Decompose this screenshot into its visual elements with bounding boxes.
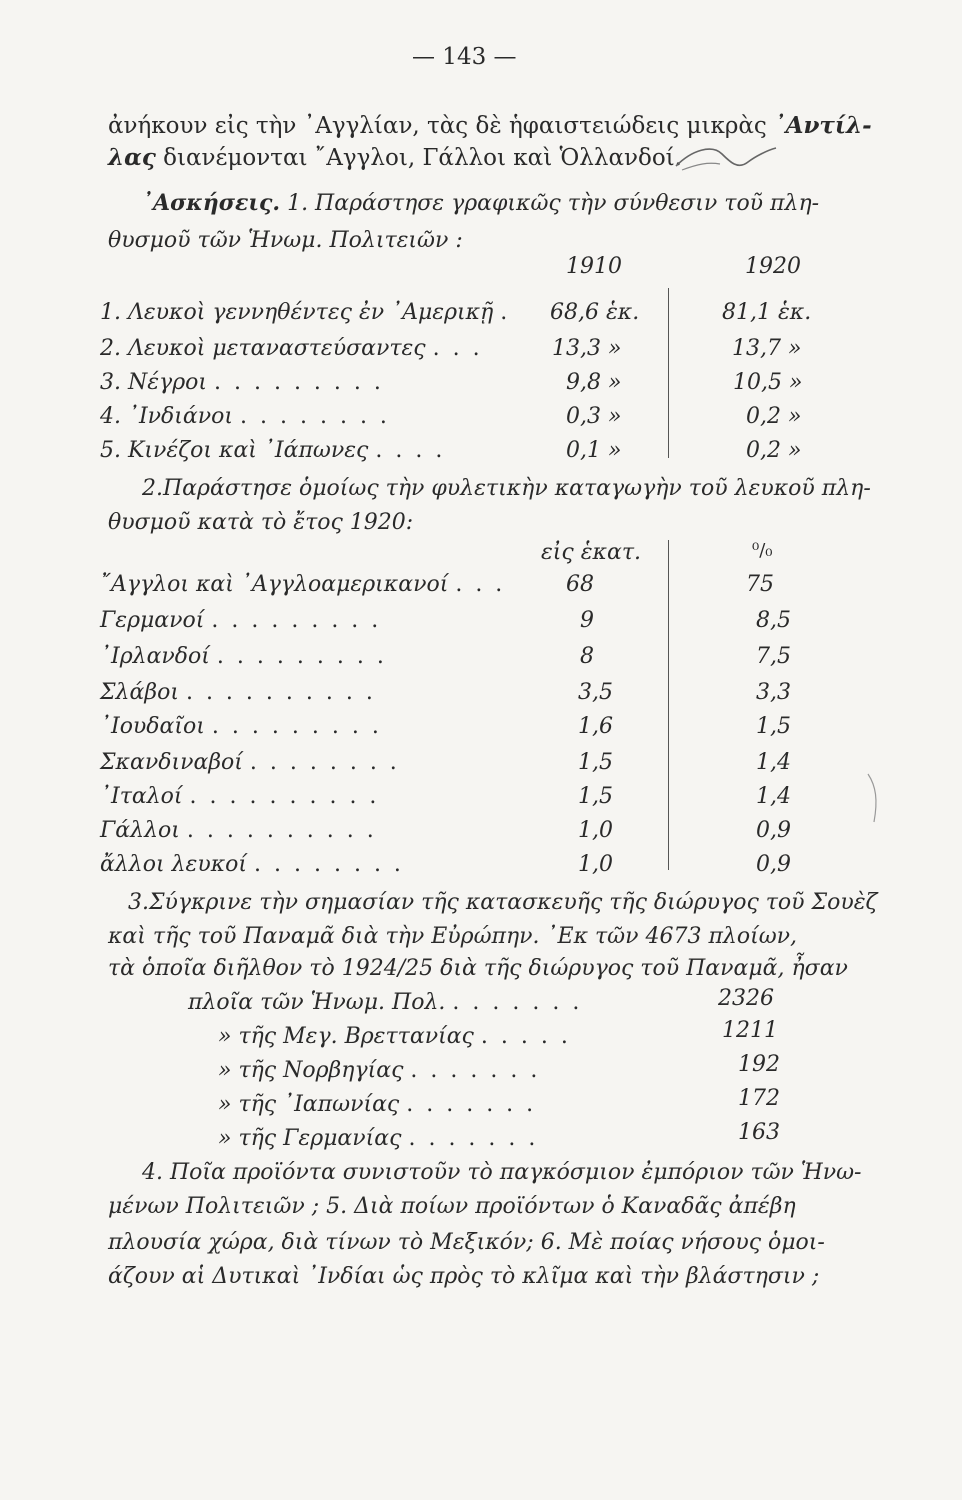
row-value-count: 1,6 (578, 714, 613, 739)
ship-label: » τῆς Νορβηγίας (218, 1058, 404, 1083)
row-value-percent: 75 (746, 572, 774, 597)
table-row (100, 404, 390, 429)
row-value-1920: 81,1 ἑκ. (722, 300, 812, 325)
row-value-percent: 1,4 (756, 784, 791, 809)
row-value-percent: 0,9 (756, 818, 791, 843)
ship-count: 1211 (722, 1018, 778, 1043)
row-label: Γερμανοί (100, 608, 205, 633)
row-dots: . . . . . . . (452, 990, 583, 1015)
row-value-count: 8 (580, 644, 594, 669)
row-dots: . . . . . (480, 1024, 571, 1049)
table-row (100, 818, 377, 843)
row-dots: . . . (455, 572, 506, 597)
intro-line-2-bold: λας (108, 144, 156, 171)
row-value-1910: 68,6 ἑκ. (550, 300, 640, 325)
row-value-count: 68 (566, 572, 594, 597)
intro-line-1-bold: ᾿Αντίλ- (774, 112, 872, 139)
row-value-1910: 0,1 » (566, 438, 622, 463)
row-label: ἄλλοι λευκοί (100, 852, 248, 877)
table-row (100, 336, 483, 361)
column-header-1910: 1910 (566, 254, 622, 279)
column-header-count: εἰς ἑκατ. (541, 540, 641, 565)
list-item (218, 1126, 538, 1151)
question-4-line-1: 4. Ποῖα προϊόντα συνιστοῦν τὸ παγκόσμιον ἐμπόριον τῶν Ἡνω- (142, 1160, 862, 1185)
row-dots: . . . . . . . (408, 1126, 539, 1151)
row-value-percent: 1,4 (756, 750, 791, 775)
row-dots: . . . (432, 336, 483, 361)
row-dots: . (500, 300, 511, 325)
question-3-line-1: 3.Σύγκρινε τὴν σημασίαν τῆς κατασκευῆς τῆς διώρυγος τοῦ Σουὲζ (128, 890, 878, 915)
row-value-count: 1,0 (578, 852, 613, 877)
table-2-divider (668, 540, 669, 870)
list-item (218, 1024, 571, 1049)
table-1-divider (668, 288, 669, 458)
row-label: 3. Νέγροι (100, 370, 207, 395)
row-value-1920: 0,2 » (746, 438, 802, 463)
row-value-percent: 8,5 (756, 608, 791, 633)
ship-label: » τῆς Μεγ. Βρεττανίας (218, 1024, 474, 1049)
table-row (100, 370, 384, 395)
row-label: Γάλλοι (100, 818, 180, 843)
table-row (100, 784, 379, 809)
row-value-count: 1,5 (578, 750, 613, 775)
table-row (100, 714, 382, 739)
table-row (100, 438, 445, 463)
intro-line-1 (108, 112, 872, 139)
ship-count: 163 (738, 1120, 780, 1145)
table-row (100, 750, 400, 775)
row-dots: . . . . . . . . (240, 404, 390, 429)
row-dots: . . . . . . . . . (216, 644, 387, 669)
question-2-line-2: θυσμοῦ κατὰ τὸ ἔτος 1920: (108, 510, 414, 535)
list-item (188, 990, 582, 1015)
row-label: Σλάβοι (100, 680, 179, 705)
table-row (100, 572, 505, 597)
table-row (100, 608, 381, 633)
row-value-percent: 7,5 (756, 644, 791, 669)
table-row (100, 644, 387, 669)
question-1-line-1: 1. Παράστησε γραφικῶς τὴν σύνθεσιν τοῦ πλη- (280, 191, 820, 216)
row-value-1910: 9,8 » (566, 370, 622, 395)
row-value-count: 9 (580, 608, 594, 633)
row-value-percent: 3,3 (756, 680, 791, 705)
row-dots: . . . . . . . (406, 1092, 537, 1117)
row-label: ᾿Ιρλανδοί (100, 644, 210, 669)
exercises-line-1 (142, 190, 819, 216)
question-1-line-2: θυσμοῦ τῶν Ἡνωμ. Πολιτειῶν : (108, 228, 463, 253)
column-header-1920: 1920 (745, 254, 801, 279)
row-value-count: 3,5 (578, 680, 613, 705)
question-3-line-2: καὶ τῆς τοῦ Παναμᾶ διὰ τὴν Εὐρώπην. ᾿Εκ τῶν 4673 πλοίων, (108, 924, 798, 949)
table-row (100, 680, 376, 705)
row-dots: . . . . . . . . . (211, 714, 382, 739)
column-header-percent: ⁰/₀ (752, 540, 773, 561)
row-label: ᾿Ιουδαῖοι (100, 714, 205, 739)
row-value-1910: 13,3 » (552, 336, 622, 361)
ship-count: 2326 (718, 986, 774, 1011)
ship-label: » τῆς Γερμανίας (218, 1126, 402, 1151)
intro-line-2-text: διανέμονται ῎Αγγλοι, Γάλλοι καὶ Ὁλλανδοί. (155, 145, 682, 171)
row-label: 2. Λευκοὶ μεταναστεύσαντες (100, 336, 426, 361)
row-dots: . . . . . . . . (254, 852, 404, 877)
row-dots: . . . . . . . . . . (189, 784, 380, 809)
intro-line-2 (108, 144, 682, 171)
row-dots: . . . . . . . . . (211, 608, 382, 633)
ship-count: 172 (738, 1086, 780, 1111)
question-4-line-2: μένων Πολιτειῶν ; 5. Διὰ ποίων προϊόντων ὁ Καναδᾶς ἀπέβη (108, 1194, 796, 1219)
row-value-count: 1,0 (578, 818, 613, 843)
ship-count: 192 (738, 1052, 780, 1077)
page-number: — 143 — (412, 44, 517, 70)
table-row (100, 852, 404, 877)
row-dots: . . . . . . . (410, 1058, 541, 1083)
row-dots: . . . . . . . . . . (185, 680, 376, 705)
row-label: ᾿Ιταλοί (100, 784, 183, 809)
pen-mark-scribble (672, 140, 782, 174)
row-dots: . . . . . . . . (249, 750, 400, 775)
row-label: 1. Λευκοὶ γεννηθέντες ἐν ᾿Αμερικῇ (100, 300, 494, 325)
intro-line-1-text: ἀνήκουν εἰς τὴν ᾿Αγγλίαν, τὰς δὲ ἡφαιστειώδεις μικρὰς (108, 113, 775, 139)
row-value-1920: 0,2 » (746, 404, 802, 429)
row-value-1920: 13,7 » (732, 336, 802, 361)
row-value-percent: 1,5 (756, 714, 791, 739)
exercises-label: ᾿Ασκήσεις. (142, 190, 281, 216)
ship-label: » τῆς ᾿Ιαπωνίας (218, 1092, 400, 1117)
margin-pencil-mark (862, 770, 892, 830)
row-dots: . . . . (375, 438, 446, 463)
question-3-line-3: τὰ ὁποῖα διῆλθον τὸ 1924/25 διὰ τῆς διώρυγος τοῦ Παναμᾶ, ἦσαν (108, 956, 848, 981)
row-value-1910: 0,3 » (566, 404, 622, 429)
row-value-1920: 10,5 » (733, 370, 803, 395)
row-label: ῎Αγγλοι καὶ ᾿Αγγλοαμερικανοί (100, 572, 449, 597)
ship-label: πλοῖα τῶν Ἡνωμ. Πολ. (188, 990, 446, 1015)
row-dots: . . . . . . . . . (214, 370, 384, 395)
question-2-line-1: 2.Παράστησε ὁμοίως τὴν φυλετικὴν καταγωγὴν τοῦ λευκοῦ πλη- (142, 476, 871, 501)
row-dots: . . . . . . . . . . (186, 818, 377, 843)
table-row (100, 300, 510, 325)
row-value-percent: 0,9 (756, 852, 791, 877)
row-value-count: 1,5 (578, 784, 613, 809)
question-4-line-4: άζουν αἱ Δυτικαὶ ᾿Ινδίαι ὡς πρὸς τὸ κλῖμα καὶ τὴν βλάστησιν ; (108, 1264, 820, 1289)
row-label: 4. ᾿Ινδιάνοι (100, 404, 234, 429)
row-label: 5. Κινέζοι καὶ ᾿Ιάπωνες (100, 438, 369, 463)
question-4-line-3: πλουσία χώρα, διὰ τίνων τὸ Μεξικόν; 6. Μὲ ποίας νήσους ὁμοι- (108, 1230, 825, 1255)
row-label: Σκανδιναβοί (100, 750, 243, 775)
list-item (218, 1058, 540, 1083)
list-item (218, 1092, 536, 1117)
